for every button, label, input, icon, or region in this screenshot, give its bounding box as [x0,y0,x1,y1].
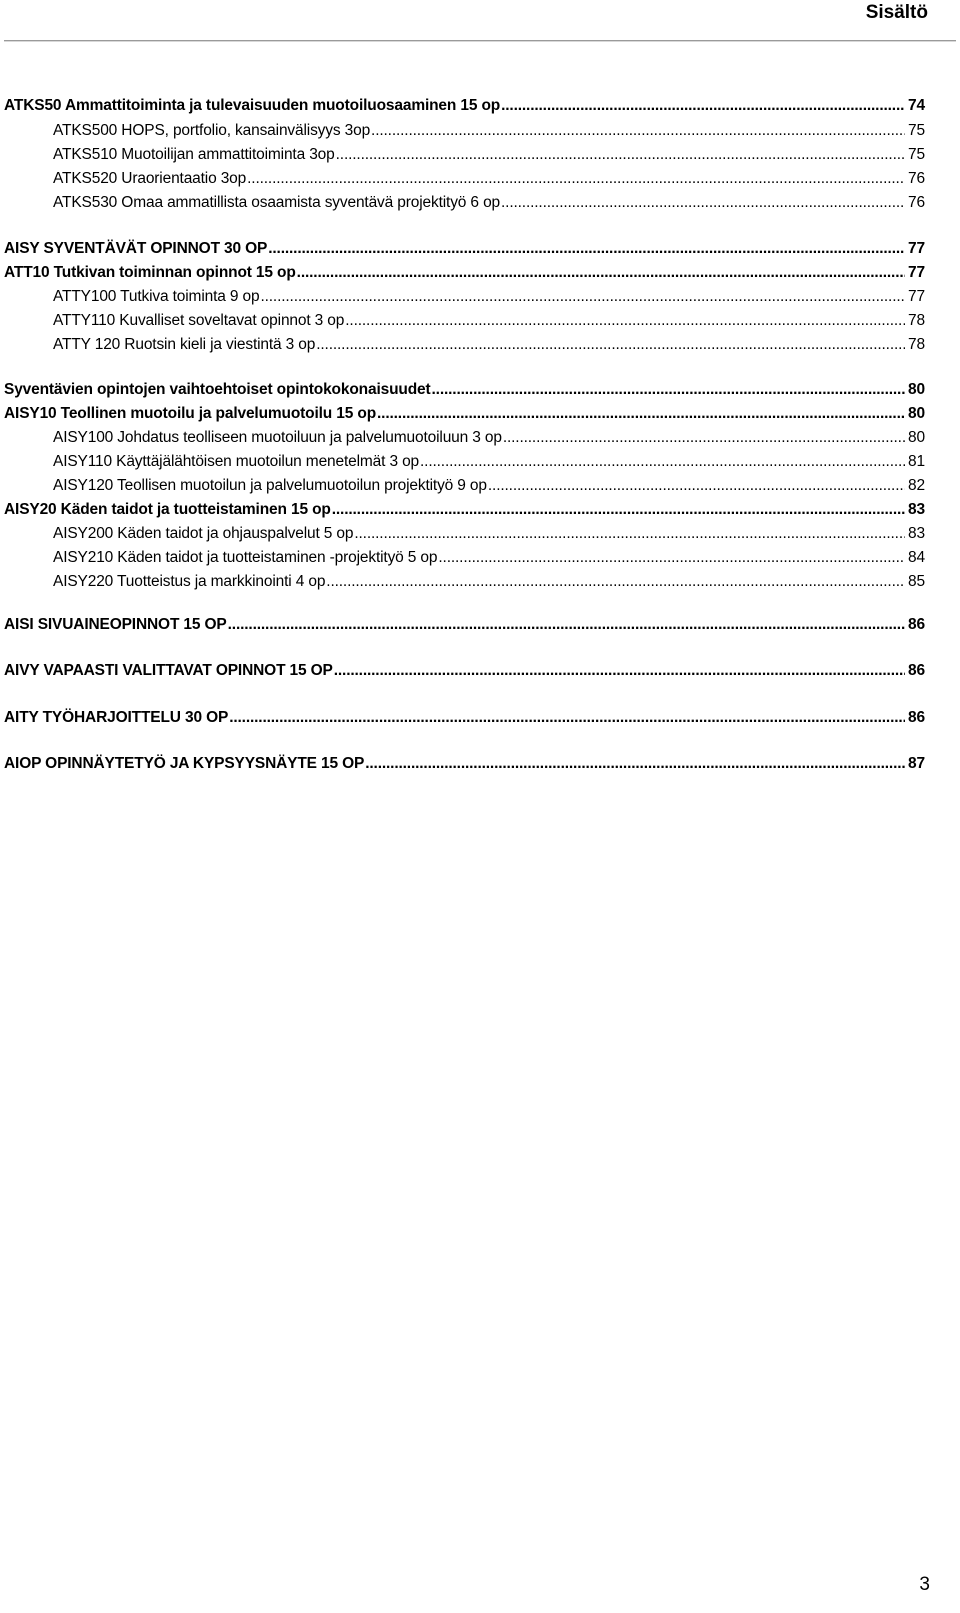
toc-entry[interactable] [4,497,925,519]
toc-dot-leader [326,573,905,591]
toc-entry-title: AISY200 Käden taidot ja ohjauspalvelut 5 op [53,525,354,542]
toc-entry-title: ATTY 120 Ruotsin kieli ja viestintä 3 op [53,336,316,353]
toc-entry[interactable] [4,401,925,423]
toc-entry[interactable] [4,236,925,258]
toc-entry[interactable] [53,166,925,188]
toc-dot-leader [354,525,905,543]
toc-entry[interactable] [53,332,925,354]
toc-entry-page: 80 [908,429,925,446]
toc-entry-title: ATT10 Tutkivan toiminnan opinnot 15 op [4,264,296,281]
toc-dot-leader [345,312,905,330]
header-divider [4,40,956,41]
page-number: 3 [919,1574,930,1595]
toc-entry-page: 78 [908,336,925,353]
toc-dot-leader [371,122,905,140]
toc-dot-leader [260,288,905,306]
toc-entry[interactable] [4,260,925,282]
toc-entry-page: 77 [908,264,925,281]
toc-entry[interactable] [53,449,925,471]
toc-dot-leader [420,453,905,471]
toc-entry[interactable] [53,118,925,140]
toc-entry-title: AISY110 Käyttäjälähtöisen muotoilun menetelmät 3 op [53,453,420,470]
toc-dot-leader [228,616,905,634]
toc-dot-leader [438,549,905,567]
toc-entry-title: AISY120 Teollisen muotoilun ja palvelumuotoilun projektityö 9 op [53,477,487,494]
toc-entry-page: 77 [908,288,925,305]
toc-entry-title: AISY10 Teollinen muotoilu ja palvelumuotoilu 15 op [4,405,377,422]
toc-dot-leader [247,170,905,188]
toc-entry-page: 81 [908,453,925,470]
toc-entry-title: AISI SIVUAINEOPINNOT 15 OP [4,616,227,633]
toc-dot-leader [488,477,905,495]
toc-dot-leader [316,336,905,354]
toc-entry-title: AISY210 Käden taidot ja tuotteistaminen -projektityö 5 op [53,549,438,566]
toc-entry-page: 86 [908,616,925,633]
toc-dot-leader [336,146,905,164]
toc-entry-page: 80 [908,405,925,422]
toc-entry-page: 86 [908,709,925,726]
toc-entry-title: AISY220 Tuotteistus ja markkinointi 4 op [53,573,326,590]
toc-dot-leader [501,194,905,212]
toc-entry-title: ATKS520 Uraorientaatio 3op [53,170,247,187]
toc-entry-page: 74 [908,97,925,114]
toc-entry-title: Syventävien opintojen vaihtoehtoiset opintokokonaisuudet [4,381,431,398]
toc-entry-title: ATKS50 Ammattitoiminta ja tulevaisuuden muotoiluosaaminen 15 op [4,97,501,114]
toc-entry[interactable] [53,569,925,591]
toc-entry-title: ATKS530 Omaa ammatillista osaamista syventävä projektityö 6 op [53,194,501,211]
toc-entry[interactable] [4,751,925,773]
toc-entry[interactable] [53,284,925,306]
toc-dot-leader [365,755,905,773]
toc-entry-page: 86 [908,662,925,679]
toc-entry-page: 87 [908,755,925,772]
toc-dot-leader [432,381,906,399]
toc-entry-page: 77 [908,240,925,257]
toc-entry-title: ATTY100 Tutkiva toiminta 9 op [53,288,260,305]
page-header-title: Sisältö [865,2,928,23]
toc-entry[interactable] [53,545,925,567]
toc-entry-page: 75 [908,122,925,139]
toc-entry-title: AIVY VAPAASTI VALITTAVAT OPINNOT 15 OP [4,662,333,679]
toc-entry[interactable] [4,612,925,634]
toc-entry[interactable] [53,425,925,447]
toc-entry-page: 82 [908,477,925,494]
toc-entry-page: 80 [908,381,925,398]
toc-dot-leader [501,97,905,115]
toc-dot-leader [377,405,905,423]
toc-entry[interactable] [4,93,925,115]
toc-entry[interactable] [53,521,925,543]
toc-entry-page: 76 [908,170,925,187]
toc-entry-title: AISY SYVENTÄVÄT OPINNOT 30 OP [4,240,268,257]
toc-dot-leader [503,429,905,447]
toc-dot-leader [332,501,905,519]
toc-entry-page: 78 [908,312,925,329]
toc-entry[interactable] [53,473,925,495]
toc-entry[interactable] [4,705,925,727]
toc-entry-title: AISY100 Johdatus teolliseen muotoiluun ja palvelumuotoiluun 3 op [53,429,502,446]
toc-entry-page: 85 [908,573,925,590]
toc-entry-page: 84 [908,549,925,566]
toc-entry-title: AIOP OPINNÄYTETYÖ JA KYPSYYSNÄYTE 15 OP [4,755,365,772]
toc-dot-leader [297,264,905,282]
toc-entry-title: ATTY110 Kuvalliset soveltavat opinnot 3 op [53,312,345,329]
toc-entry-page: 83 [908,525,925,542]
toc-entry-page: 76 [908,194,925,211]
toc-dot-leader [229,709,905,727]
toc-dot-leader [268,240,905,258]
toc-entry-page: 83 [908,501,925,518]
toc-entry-title: AISY20 Käden taidot ja tuotteistaminen 15 op [4,501,331,518]
toc-dot-leader [334,662,905,680]
toc-entry-title: AITY TYÖHARJOITTELU 30 OP [4,709,229,726]
toc-entry[interactable] [4,377,925,399]
toc-entry[interactable] [53,308,925,330]
toc-entry-page: 75 [908,146,925,163]
toc-entry[interactable] [53,142,925,164]
toc-entry[interactable] [4,658,925,680]
toc-entry-title: ATKS500 HOPS, portfolio, kansainvälisyys 3op [53,122,371,139]
toc-entry-title: ATKS510 Muotoilijan ammattitoiminta 3op [53,146,335,163]
toc-entry[interactable] [53,190,925,212]
